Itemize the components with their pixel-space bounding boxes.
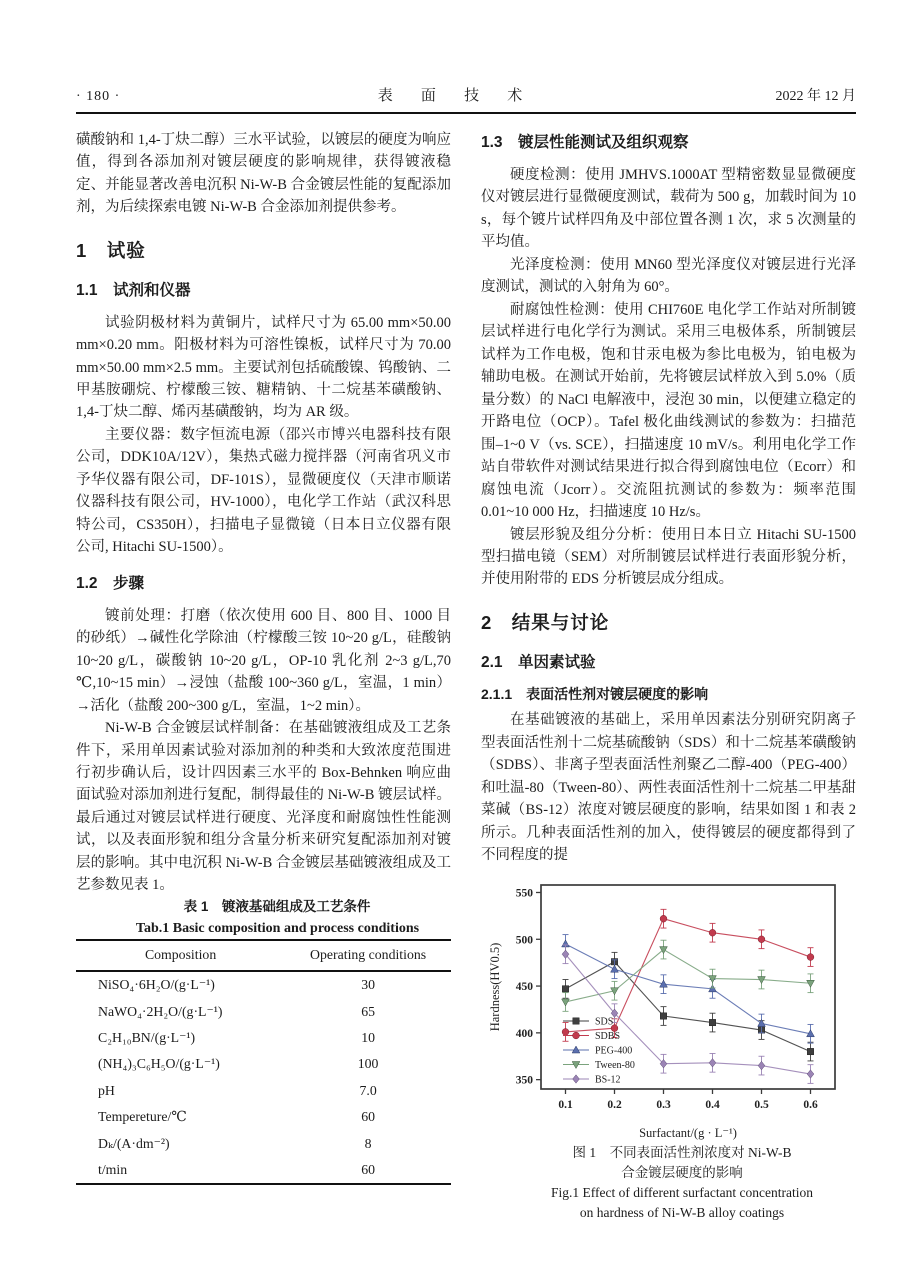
paragraph-instruments: 主要仪器：数字恒流电源（邵兴市博兴电器科技有限公司，DDK10A/12V），集热式磁力搅拌器（河南省巩义市予华仪器有限公司，DF-101S），显微硬度仪（天津市顺诺仪器科技有限公司，HV-1000），电化学工作站（武汉科思特公司，CS350H），扫描电子显微镜（日本日立仪器有限公司, Hitachi SU-1500）。 bbox=[76, 426, 451, 556]
table-cell-composition: Dₖ/(A·dm⁻²) bbox=[98, 1135, 170, 1151]
table-cell-value: 65 bbox=[361, 1003, 375, 1019]
table-row bbox=[76, 1104, 451, 1130]
table-cell-composition: C₂H₁₀BN/(g·L⁻¹) bbox=[98, 1030, 196, 1046]
table-cell-composition: NiSO₄·6H₂O/(g·L⁻¹) bbox=[98, 977, 215, 993]
marker-circle bbox=[709, 929, 716, 936]
subsection-heading-1-3: 1.3 镀层性能测试及组织观察 bbox=[481, 134, 689, 151]
y-tick-label: 500 bbox=[515, 933, 533, 946]
page-header bbox=[76, 84, 856, 105]
paragraph-corrosion-test: 耐腐蚀性检测：使用 CHI760E 电化学工作站对所制镀层试样进行电化学行为测试。采用三电极体系，所制镀层试样为工作电极，饱和甘汞电极为参比电极为，铂电极为辅助电极。在测试开始前，先将镀层试样放入到 5.0%（质量分数）的 NaCl 电解液中，浸泡 30 min，以便建立稳定的开路电位（OCP）。Tafel 极化曲线测试的参数为：扫描范围–1~0 V（vs. SCE），扫描速度 10 mV/s。利用电化学工作站自带软件对测试结果进行拟合得到腐蚀电位（Ecorr）和腐蚀电流（Jcorr）。交流阻抗测试的参数为：频率范围 0.01~10 000 Hz，扫描速度 10 Hz/s。 bbox=[481, 301, 856, 521]
figure-caption-en-line1: Fig.1 Effect of different surfactant concentration bbox=[551, 1185, 813, 1201]
table-row bbox=[76, 1156, 451, 1183]
table-cell-composition: pH bbox=[98, 1082, 115, 1098]
table-title-en: Tab.1 Basic composition and process conditions bbox=[135, 920, 420, 936]
marker-square bbox=[562, 985, 568, 991]
table-row bbox=[76, 1051, 451, 1077]
marker-square bbox=[660, 1012, 666, 1018]
paragraph-continued: 磺酸钠和 1,4-丁炔二醇）三水平试验，以镀层的硬度为响应值，得到各添加剂对镀层硬度的影响规律，获得镀液稳定、并能显著改善电沉积 Ni-W-B 合金镀层性能的复配添加剂，为后续探索电镀 Ni-W-B 合金添加剂提供参考。 bbox=[76, 132, 451, 216]
x-tick-label: 0.5 bbox=[753, 1098, 769, 1111]
figure-caption-zh-line2: 合金镀层硬度的影响 bbox=[621, 1164, 743, 1180]
y-tick-label: 450 bbox=[515, 980, 533, 993]
x-tick-label: 0.3 bbox=[655, 1098, 671, 1111]
x-tick-label: 0.4 bbox=[704, 1098, 720, 1111]
paragraph-sample-prep: Ni-W-B 合金镀层试样制备：在基础镀液组成及工艺条件下，采用单因素试验对添加剂的种类和大致浓度范围进行初步确认后，设计四因素三水平的 Box-Behnken 响应曲面试验对添加剂进行复配，制得最佳的 Ni-W-B 镀层试样。最后通过对镀层试样进行硬度、光泽度和耐腐蚀性性能测试，以及表面形貌和组分含量分析来研究复配添加剂对镀层的影响。其中电沉积 Ni-W-B 合金镀层基础镀液组成及工艺参数见表 1。 bbox=[76, 720, 451, 894]
marker-diamond bbox=[709, 1058, 716, 1066]
marker-triangle-up bbox=[610, 965, 618, 972]
marker-square bbox=[572, 1017, 578, 1023]
legend-label: Tween-80 bbox=[594, 1059, 635, 1071]
table-cell-value: 60 bbox=[361, 1109, 375, 1125]
marker-circle bbox=[562, 1028, 569, 1035]
marker-square bbox=[807, 1048, 813, 1054]
section-heading-2: 2 结果与讨论 bbox=[481, 611, 610, 633]
table-body bbox=[76, 971, 451, 1184]
table-title-zh: 表 1 镀液基础组成及工艺条件 bbox=[183, 898, 371, 914]
legend-label: SDS bbox=[594, 1016, 613, 1028]
legend-label: PEG-400 bbox=[594, 1045, 632, 1057]
marker-square bbox=[709, 1019, 715, 1025]
table-cell-composition: t/min bbox=[98, 1161, 128, 1177]
marker-triangle-down bbox=[806, 980, 814, 987]
page-number: · 180 · bbox=[76, 89, 121, 104]
paragraph-pretreatment: 镀前处理：打磨（依次使用 600 目、800 目、1000 目的砂纸）→碱性化学除油（柠檬酸三铵 10~20 g/L，硅酸钠 10~20 g/L，碳酸钠 10~20 g/L，OP-10 乳化剂 2~3 g/L,70 ℃,10~15 min）→浸蚀（盐酸 100~360 g/L，室温，1 min）→活化（盐酸 200~300 g/L，室温，1~2 min）。 bbox=[76, 607, 451, 714]
x-axis-label: Surfactant/(g · L⁻¹) bbox=[638, 1125, 737, 1140]
left-column bbox=[76, 129, 451, 1222]
y-axis-label: Hardness(HV0.5) bbox=[487, 942, 502, 1031]
table-cell-composition: Tempereture/℃ bbox=[98, 1109, 187, 1125]
marker-circle bbox=[572, 1032, 579, 1039]
marker-diamond bbox=[758, 1061, 765, 1069]
subsection-heading-1-2: 1.2 步骤 bbox=[76, 574, 145, 592]
series-line-SDBS bbox=[565, 918, 810, 1031]
table-row bbox=[76, 1130, 451, 1156]
figure-caption-en-line2: on hardness of Ni-W-B alloy coatings bbox=[579, 1204, 785, 1220]
x-tick-label: 0.2 bbox=[606, 1098, 622, 1111]
table-row bbox=[76, 971, 451, 998]
basic-composition-table bbox=[76, 939, 451, 1184]
paragraph-single-factor: 在基础镀液的基础上，采用单因素法分别研究阴离子型表面活性剂十二烷基硫酸钠（SDS）和十二烷基苯磺酸钠（SDBS）、非离子型表面活性剂聚乙二醇-400（PEG-400）和吐温-80（Tween-80）、两性表面活性剂十二烷基二甲基甜菜碱（BS-12）浓度对镀层硬度的影响，结果如图 1 和表 2 所示。几种表面活性剂的加入，使得镀层的硬度都得到了不同程度的提 bbox=[481, 712, 856, 864]
series-line-Tween-80 bbox=[565, 949, 810, 1001]
marker-circle bbox=[807, 953, 814, 960]
table-cell-composition: NaWO₄·2H₂O/(g·L⁻¹) bbox=[98, 1003, 223, 1019]
y-tick-label: 350 bbox=[515, 1074, 533, 1087]
journal-title: 表 面 技 术 bbox=[377, 87, 535, 104]
x-tick-label: 0.1 bbox=[557, 1098, 573, 1111]
x-tick-label: 0.6 bbox=[802, 1098, 818, 1111]
two-column-body bbox=[76, 129, 856, 1222]
marker-diamond bbox=[572, 1074, 579, 1082]
paragraph-morphology: 镀层形貌及组分分析：使用日本日立 Hitachi SU-1500 型扫描电镜（SEM）对所制镀层试样进行表面形貌分析，并使用附带的 EDS 分析镀层成分组成。 bbox=[481, 526, 856, 588]
right-column bbox=[481, 129, 856, 1222]
legend-label: BS-12 bbox=[594, 1074, 621, 1086]
table-cell-value: 10 bbox=[361, 1030, 375, 1046]
figure-1 bbox=[481, 875, 856, 1223]
subsection-heading-2-1: 2.1 单因素试验 bbox=[481, 653, 596, 671]
issue-date: 2022 年 12 月 bbox=[775, 89, 856, 104]
figure-caption-zh-line1: 图 1 不同表面活性剂浓度对 Ni-W-B bbox=[572, 1144, 792, 1160]
paragraph-reagents: 试验阴极材料为黄铜片，试样尺寸为 65.00 mm×50.00 mm×0.20 mm。阳极材料为可溶性镍板，试样尺寸为 70.00 mm×50.00 mm×2.5 mm。主要试剂包括硫酸镍、钨酸钠、二甲基胺硼烷、柠檬酸三铵、糖精钠、十二烷基苯磺酸钠、1,4-丁炔二醇、烯丙基磺酸钠，均为 AR 级。 bbox=[76, 314, 451, 421]
table-row bbox=[76, 998, 451, 1024]
paragraph-gloss-test: 光泽度检测：使用 MN60 型光泽度仪对镀层进行光泽度测试，测试的入射角为 60°。 bbox=[481, 256, 856, 296]
legend-label: SDBS bbox=[594, 1030, 620, 1042]
marker-circle bbox=[660, 915, 667, 922]
table-cell-value: 7.0 bbox=[359, 1082, 377, 1098]
subsubsection-heading-2-1-1: 2.1.1 表面活性剂对镀层硬度的影响 bbox=[481, 685, 709, 702]
table-cell-value: 8 bbox=[364, 1135, 372, 1151]
table-row bbox=[76, 1025, 451, 1051]
table-header-row bbox=[76, 940, 451, 970]
y-tick-label: 400 bbox=[515, 1027, 533, 1040]
figure-chart bbox=[483, 875, 855, 1143]
marker-triangle-down bbox=[561, 999, 569, 1006]
table-header-composition: Composition bbox=[76, 940, 285, 970]
marker-diamond bbox=[807, 1069, 814, 1077]
subsection-heading-1-1: 1.1 试剂和仪器 bbox=[76, 281, 191, 299]
table-cell-value: 30 bbox=[361, 977, 375, 993]
marker-circle bbox=[758, 935, 765, 942]
table-row bbox=[76, 1077, 451, 1103]
table-cell-composition: (NH₄)₃C₆H₅O/(g·L⁻¹) bbox=[98, 1056, 220, 1072]
header-rule bbox=[76, 112, 856, 114]
table-header-conditions: Operating conditions bbox=[285, 940, 451, 970]
table-cell-value: 100 bbox=[357, 1056, 379, 1072]
table-cell-value: 60 bbox=[361, 1161, 375, 1177]
paragraph-hardness-test: 硬度检测：使用 JMHVS.1000AT 型精密数显显微硬度仪对镀层进行显微硬度测试，载荷为 500 g，加载时间为 10 s，每个镀片试样四角及中部位置各测 1 次，求 5 次测量的平均值。 bbox=[481, 167, 856, 251]
y-tick-label: 550 bbox=[515, 887, 533, 900]
section-heading-1: 1 试验 bbox=[76, 239, 146, 261]
